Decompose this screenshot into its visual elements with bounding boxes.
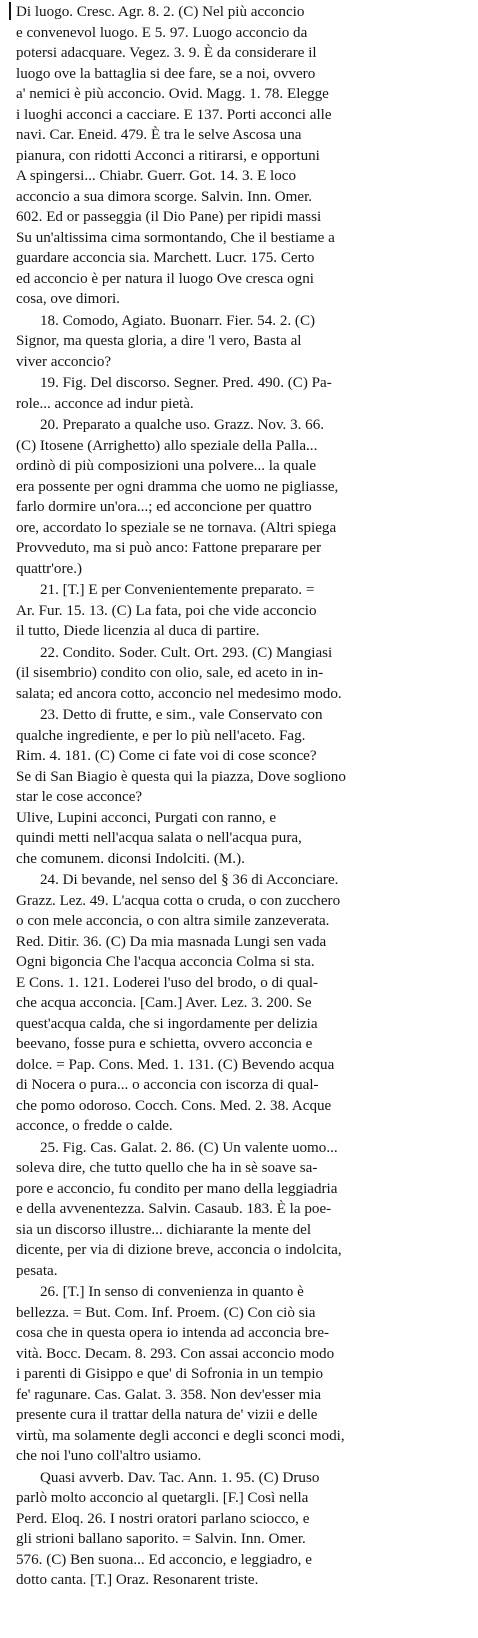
- paragraph-25: [16, 1138, 464, 1282]
- text-line: ed acconcio è per natura il luogo Ove cresca ogni: [16, 270, 314, 287]
- text-line: (C) Itosene (Arrighetto) allo speziale della Palla...: [16, 437, 318, 454]
- text-line: ore, accordato lo speziale se ne tornava. (Altri spiega: [16, 519, 337, 536]
- text-line: acconcio a sua dimora scorge. Salvin. Inn. Omer.: [16, 188, 313, 205]
- text-line: e della avvenentezza. Salvin. Casaub. 183. È la poe-: [16, 1201, 332, 1217]
- paragraph-cont: [16, 2, 464, 310]
- text-line: dolce. = Pap. Cons. Med. 1. 131. (C) Bevendo acqua: [16, 1056, 335, 1073]
- text-line: pore e acconcio, fu condito per mano della leggiadria: [16, 1180, 338, 1197]
- text-line: Perd. Eloq. 26. I nostri oratori parlano sciocco, e: [16, 1510, 310, 1527]
- text-line: pesata.: [16, 1262, 58, 1279]
- paragraph-22: [16, 643, 464, 705]
- text-line: fe' ragunare. Cas. Galat. 3. 358. Non dev'esser mia: [16, 1386, 322, 1403]
- text-line: E Cons. 1. 121. Loderei l'uso del brodo, o di qual-: [16, 974, 319, 991]
- text-line: Grazz. Lez. 49. L'acqua cotta o cruda, o con zucchero: [16, 892, 341, 909]
- text-line: che noi l'uno coll'altro usiamo.: [16, 1448, 202, 1464]
- text-line: 20. Preparato a qualche uso. Grazz. Nov. 3. 66.: [40, 417, 325, 433]
- text-line: salata; ed ancora cotto, acconcio nel medesimo modo.: [16, 685, 342, 702]
- text-line: potersi adacquare. Vegez. 3. 9. È da considerare il: [16, 45, 317, 61]
- paragraph-quasi: [16, 1468, 464, 1591]
- text-line: dicente, per via di dizione breve, acconcia o indolcita,: [16, 1242, 342, 1258]
- text-line: farlo dormire un'ora...; ed acconcione per quattro: [16, 499, 312, 515]
- text-line: che comunem. diconsi Indolciti. (M.).: [16, 850, 245, 867]
- text-line: A spingersi... Chiabr. Guerr. Got. 14. 3. E loco: [16, 168, 297, 184]
- text-line: role... acconce ad indur pietà.: [16, 395, 194, 412]
- text-line: Red. Ditir. 36. (C) Da mia masnada Lungi sen vada: [16, 933, 327, 950]
- text-line: star le cose acconce?: [16, 789, 143, 805]
- text-line: navi. Car. Eneid. 479. È tra le selve Ascosa una: [16, 127, 302, 143]
- text-line: Rim. 4. 181. (C) Come ci fate voi di cose sconce?: [16, 748, 317, 764]
- paragraph-20: [16, 415, 464, 579]
- text-line: 576. (C) Ben suona... Ed acconcio, e leggiadro, e: [16, 1551, 312, 1568]
- text-line: qualche ingrediente, e per lo più nell'aceto. Fag.: [16, 727, 306, 744]
- text-line: pianura, con ridotti Acconci a ritirarsi, e opportuni: [16, 147, 320, 164]
- text-line: bellezza. = But. Com. Inf. Proem. (C) Con ciò sia: [16, 1304, 316, 1321]
- text-line: quattr'ore.): [16, 560, 82, 577]
- text-line: quest'acqua calda, che si ingordamente per delizia: [16, 1015, 318, 1032]
- text-line: il tutto, Diede licenzia al duca di partire.: [16, 623, 260, 639]
- text-line: e convenevol luogo. E 5. 97. Luogo acconcio da: [16, 24, 308, 41]
- text-line: virtù, ma solamente degli acconci e degli sconci modi,: [16, 1427, 345, 1444]
- text-line: Signor, ma questa gloria, a dire 'l vero, Basta al: [16, 333, 302, 349]
- paragraph-23: [16, 705, 464, 869]
- paragraph-18: [16, 311, 464, 373]
- paragraph-19: [16, 373, 464, 414]
- paragraph-26: [16, 1282, 464, 1467]
- text-line: 24. Di bevande, nel senso del § 36 di Acconciare.: [40, 872, 339, 888]
- text-line: parlò molto acconcio al quetargli. [F.] Così nella: [16, 1490, 309, 1506]
- text-line: 26. [T.] In senso di convenienza in quanto è: [40, 1284, 304, 1300]
- text-line: a' nemici è più acconcio. Ovid. Magg. 1. 78. Elegge: [16, 86, 329, 102]
- column-rule: [9, 2, 11, 20]
- text-line: luogo ove la battaglia si dee fare, se a noi, ovvero: [16, 65, 316, 82]
- text-line: o con mele acconcia, o con altra simile zanzeverata.: [16, 913, 330, 929]
- text-line: beevano, fosse pura e schietta, ovvero acconcia e: [16, 1036, 313, 1052]
- text-line: soleva dire, che tutto quello che ha in sè soave sa-: [16, 1160, 318, 1176]
- text-line: 18. Comodo, Agiato. Buonarr. Fier. 54. 2. (C): [40, 312, 316, 329]
- text-line: quindi metti nell'acqua salata o nell'acqua pura,: [16, 830, 302, 846]
- text-line: viver acconcio?: [16, 353, 112, 370]
- text-line: 22. Condito. Soder. Cult. Ort. 293. (C) Mangiasi: [40, 644, 333, 661]
- text-line: i parenti di Gisippo e que' di Sofronia in un tempio: [16, 1366, 324, 1382]
- text-line: Quasi avverb. Dav. Tac. Ann. 1. 95. (C) Druso: [40, 1469, 320, 1486]
- paragraph-21: [16, 580, 464, 642]
- text-line: ordinò di più composizioni una polvere... la quale: [16, 458, 317, 474]
- text-line: vità. Bocc. Decam. 8. 293. Con assai acconcio modo: [16, 1345, 335, 1362]
- text-line: 602. Ed or passeggia (il Dio Pane) per ripidi massi: [16, 209, 322, 225]
- text-line: 23. Detto di frutte, e sim., vale Conservato con: [40, 707, 323, 723]
- text-line: presente cura il trattar della natura de' vizii e delle: [16, 1407, 318, 1423]
- text-line: Su un'altissima cima sormontando, Che il bestiame a: [16, 229, 335, 246]
- text-line: Se di San Biagio è questa qui la piazza, Dove sogliono: [16, 768, 346, 785]
- text-line: che acqua acconcia. [Cam.] Aver. Lez. 3. 200. Se: [16, 995, 312, 1011]
- text-line: dotto canta. [T.] Oraz. Resonarent triste.: [16, 1572, 259, 1588]
- text-line: Ulive, Lupini acconci, Purgati con ranno, e: [16, 809, 277, 826]
- text-line: Ar. Fur. 15. 13. (C) La fata, poi che vide acconcio: [16, 602, 317, 619]
- text-line: cosa, ove dimori.: [16, 291, 120, 307]
- text-line: (il sisembrio) condito con olio, sale, ed aceto in in-: [16, 665, 324, 681]
- text-line: di Nocera o pura... o acconcia con iscorza di qual-: [16, 1077, 319, 1093]
- text-line: i luoghi acconci a cacciare. E 137. Porti acconci alle: [16, 106, 332, 123]
- text-line: 19. Fig. Del discorso. Segner. Pred. 490. (C) Pa-: [40, 375, 332, 391]
- text-line: acconce, o fredde o calde.: [16, 1118, 173, 1134]
- paragraph-24: [16, 870, 464, 1137]
- text-line: gli strioni ballano saporito. = Salvin. Inn. Omer.: [16, 1531, 306, 1547]
- text-line: Ogni bigoncia Che l'acqua acconcia Colma si sta.: [16, 954, 315, 970]
- entry-text: [16, 2, 464, 1591]
- text-line: sia un discorso illustre... dichiarante la mente del: [16, 1221, 312, 1238]
- text-line: cosa che in questa opera io intenda ad acconcia bre-: [16, 1325, 330, 1341]
- text-line: Provveduto, ma si può anco: Fattone preparare per: [16, 540, 322, 556]
- text-line: che pomo odoroso. Cocch. Cons. Med. 2. 38. Acque: [16, 1097, 332, 1114]
- text-line: 21. [T.] E per Convenientemente preparato. =: [40, 582, 315, 598]
- text-line: era possente per ogni dramma che uomo ne pigliasse,: [16, 478, 339, 495]
- text-line: Di luogo. Cresc. Agr. 8. 2. (C) Nel più acconcio: [16, 4, 305, 20]
- text-line: guardare acconcia sia. Marchett. Lucr. 175. Certo: [16, 250, 315, 266]
- text-line: 25. Fig. Cas. Galat. 2. 86. (C) Un valente uomo...: [40, 1139, 338, 1156]
